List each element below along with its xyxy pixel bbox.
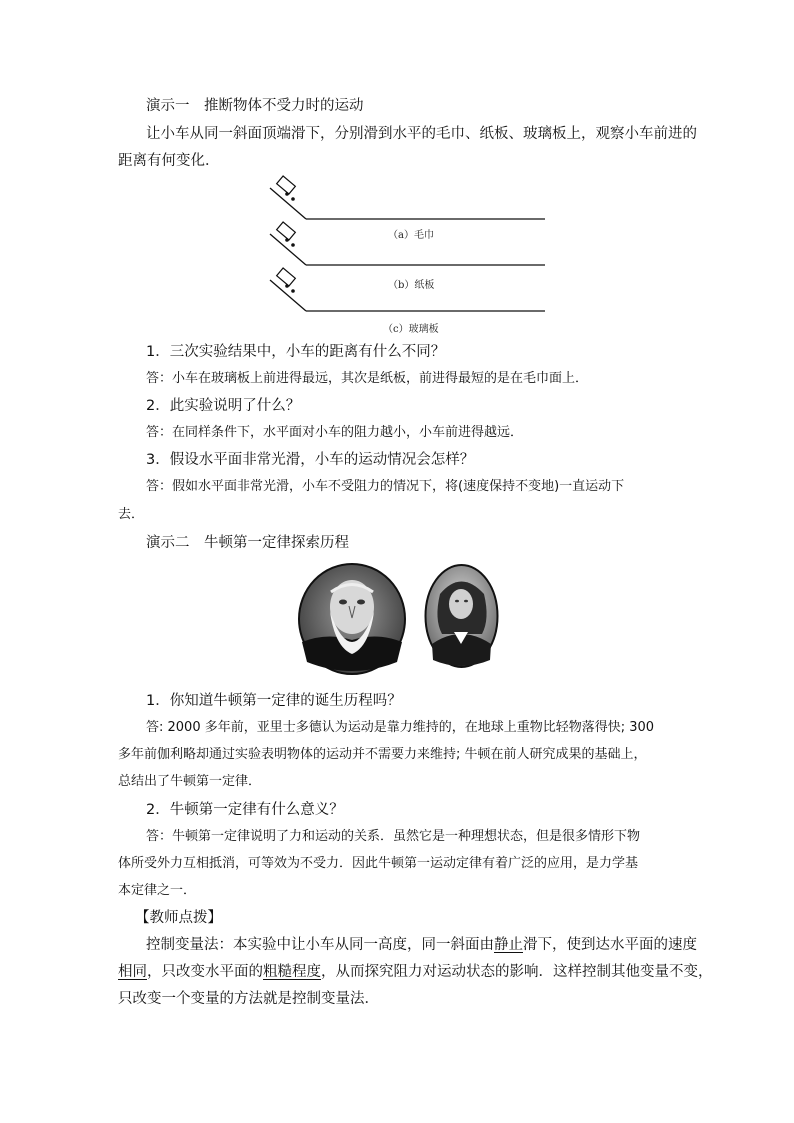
figure-caption-a: （a）毛巾 (388, 230, 434, 241)
demo1-answer-1: 答：小车在玻璃板上前进得最远，其次是纸板，前进得最短的是在毛巾面上． (146, 371, 589, 386)
demo1-question-1: 1．三次实验结果中，小车的距离有什么不同？ (146, 344, 446, 360)
demo2-question-1: 1．你知道牛顿第一定律的诞生历程吗？ (146, 693, 402, 709)
demo1-answer-2: 答：在同样条件下，水平面对小车的阻力越小，小车前进得越远． (146, 425, 524, 440)
cart-icon (277, 222, 296, 247)
demo1-intro-line-1: 让小车从同一斜面顶端滑下，分别滑到水平的毛巾、纸板、玻璃板上，观察小车前进的 (146, 126, 697, 142)
demo2-title: 演示二 牛顿第一定律探索历程 (146, 535, 349, 551)
demo2-question-2: 2．牛顿第一定律有什么意义？ (146, 802, 344, 818)
demo1-answer-3-line-2: 去． (118, 507, 145, 522)
demo2-answer-1-line-1: 答: 2000 多年前，亚里士多德认为运动是靠力维持的，在地球上重物比轻物落得快; 300 (146, 720, 655, 735)
teacher-tip-heading: 【教师点拨】 (135, 910, 222, 926)
demo1-title: 演示一 推断物体不受力时的运动 (146, 98, 364, 114)
cart-icon (277, 268, 296, 293)
demo2-answer-2-line-3: 本定律之一． (118, 883, 197, 898)
demo2-answer-1-line-2: 多年前伽利略却通过实验表明物体的运动并不需要力来维持; 牛顿在前人研究成果的基础上， (118, 747, 647, 762)
underlined-term: 相同 (118, 964, 147, 980)
teacher-tip-line-1 (146, 935, 697, 955)
figure-caption-c: （c）玻璃板 (383, 324, 439, 335)
demo2-answer-1-line-3: 总结出了牛顿第一定律． (118, 774, 262, 789)
demo1-question-3: 3．假设水平面非常光滑，小车的运动情况会怎样？ (146, 452, 475, 468)
teacher-tip-text: ，从而探究阻力对运动状态的影响．这样控制其他变量不变， (321, 964, 713, 980)
underlined-term: 粗糙程度 (263, 964, 321, 980)
teacher-tip-line-2 (118, 962, 713, 982)
teacher-tip-text: ，只改变水平面的 (147, 964, 263, 980)
figure-caption-b: （b）纸板 (388, 280, 435, 291)
newton-portrait (424, 564, 499, 669)
demo1-question-2: 2．此实验说明了什么？ (146, 398, 301, 414)
demo2-answer-2-line-2: 体所受外力互相抵消，可等效为不受力．因此牛顿第一运动定律有着广泛的应用，是力学基 (118, 856, 639, 871)
teacher-tip-line-3: 只改变一个变量的方法就是控制变量法． (118, 991, 379, 1007)
demo1-answer-3-line-1: 答：假如水平面非常光滑，小车不受阻力的情况下，将(速度保持不变地)一直运动下 (146, 479, 625, 494)
teacher-tip-text: 滑下，使到达水平面的速度 (523, 937, 697, 953)
cart-icon (277, 176, 296, 201)
demo2-answer-2-line-1: 答：牛顿第一定律说明了力和运动的关系．虽然它是一种理想状态，但是很多情形下物 (146, 829, 641, 844)
demo1-intro-line-2: 距离有何变化． (118, 153, 220, 169)
underlined-term: 静止 (494, 937, 523, 953)
galileo-portrait (297, 562, 407, 677)
teacher-tip-text: 控制变量法：本实验中让小车从同一高度，同一斜面由 (146, 937, 494, 953)
